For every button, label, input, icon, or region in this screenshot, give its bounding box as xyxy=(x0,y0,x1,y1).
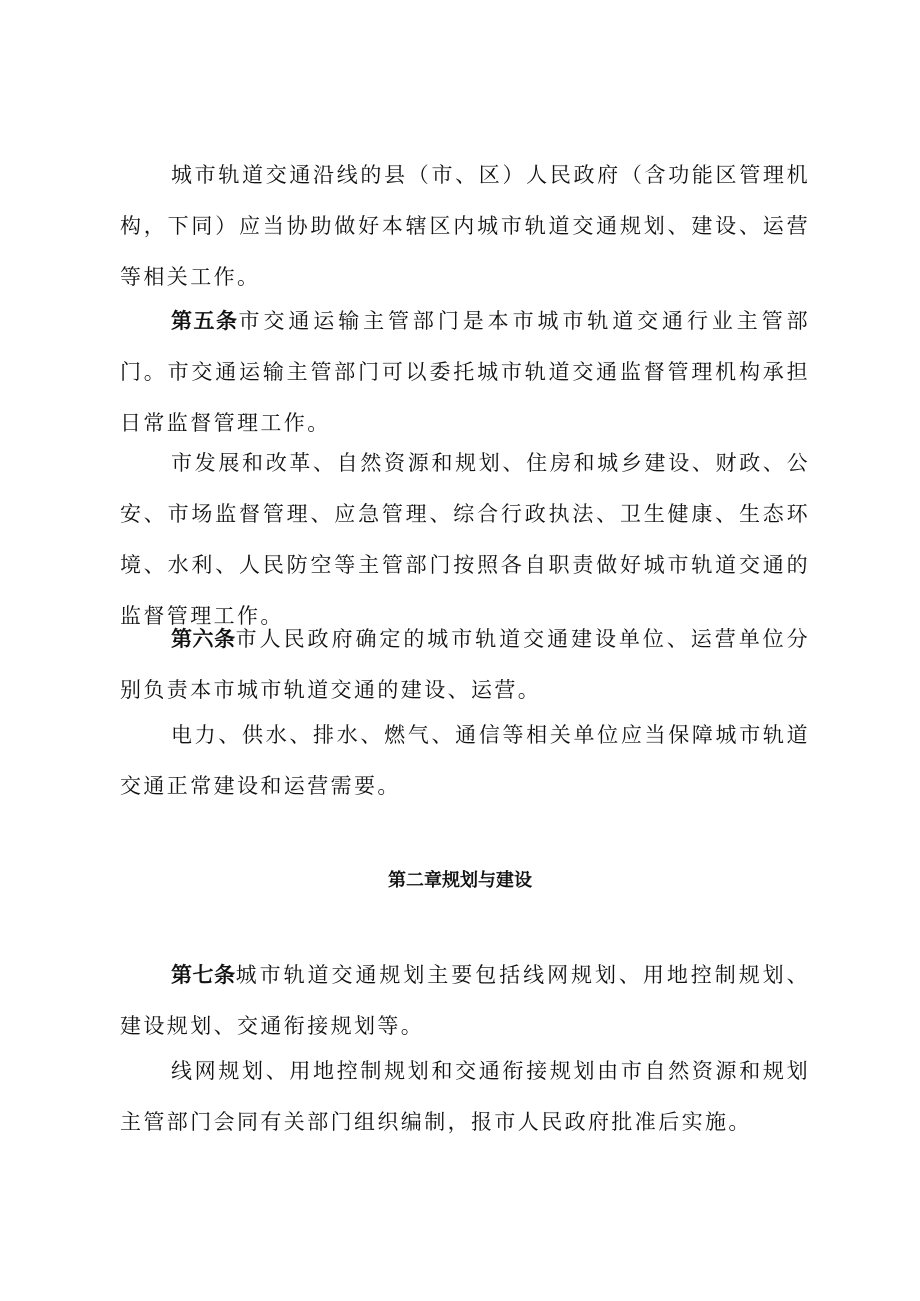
article-7 xyxy=(120,950,810,1052)
article-number: 第五条 xyxy=(171,309,239,333)
paragraph-text: 线网规划、用地控制规划和交通衔接规划由市自然资源和规划主管部门会同有关部门组织编制，报市人民政府批准后实施。 xyxy=(120,1059,810,1134)
paragraph-county-duties xyxy=(120,150,810,303)
paragraph-text: 市发展和改革、自然资源和规划、住房和城乡建设、财政、公安、市场监督管理、应急管理、综合行政执法、卫生健康、生态环境、水利、人民防空等主管部门按照各自职责做好城市轨道交通的监督管理工作。 xyxy=(120,451,810,628)
paragraph-utility-duties xyxy=(120,710,810,812)
paragraph-text: 市人民政府确定的城市轨道交通建设单位、运营单位分别负责本市城市轨道交通的建设、运营。 xyxy=(120,627,810,702)
paragraph-network-planning xyxy=(120,1046,810,1148)
paragraph-text: 市交通运输主管部门是本市城市轨道交通行业主管部门。市交通运输主管部门可以委托城市轨道交通监督管理机构承担日常监督管理工作。 xyxy=(120,309,811,435)
article-number: 第七条 xyxy=(171,963,236,987)
paragraph-text: 电力、供水、排水、燃气、通信等相关单位应当保障城市轨道交通正常建设和运营需要。 xyxy=(120,723,810,798)
paragraph-text: 城市轨道交通沿线的县（市、区）人民政府（含功能区管理机构，下同）应当协助做好本辖区内城市轨道交通规划、建设、运营等相关工作。 xyxy=(120,163,810,289)
paragraph-department-duties xyxy=(120,438,810,642)
paragraph-text: 城市轨道交通规划主要包括线网规划、用地控制规划、建设规划、交通衔接规划等。 xyxy=(120,963,810,1038)
chapter-title: 第二章规划与建设 xyxy=(388,870,532,891)
article-6 xyxy=(120,614,810,716)
article-number: 第六条 xyxy=(171,627,236,651)
article-5 xyxy=(120,296,810,449)
